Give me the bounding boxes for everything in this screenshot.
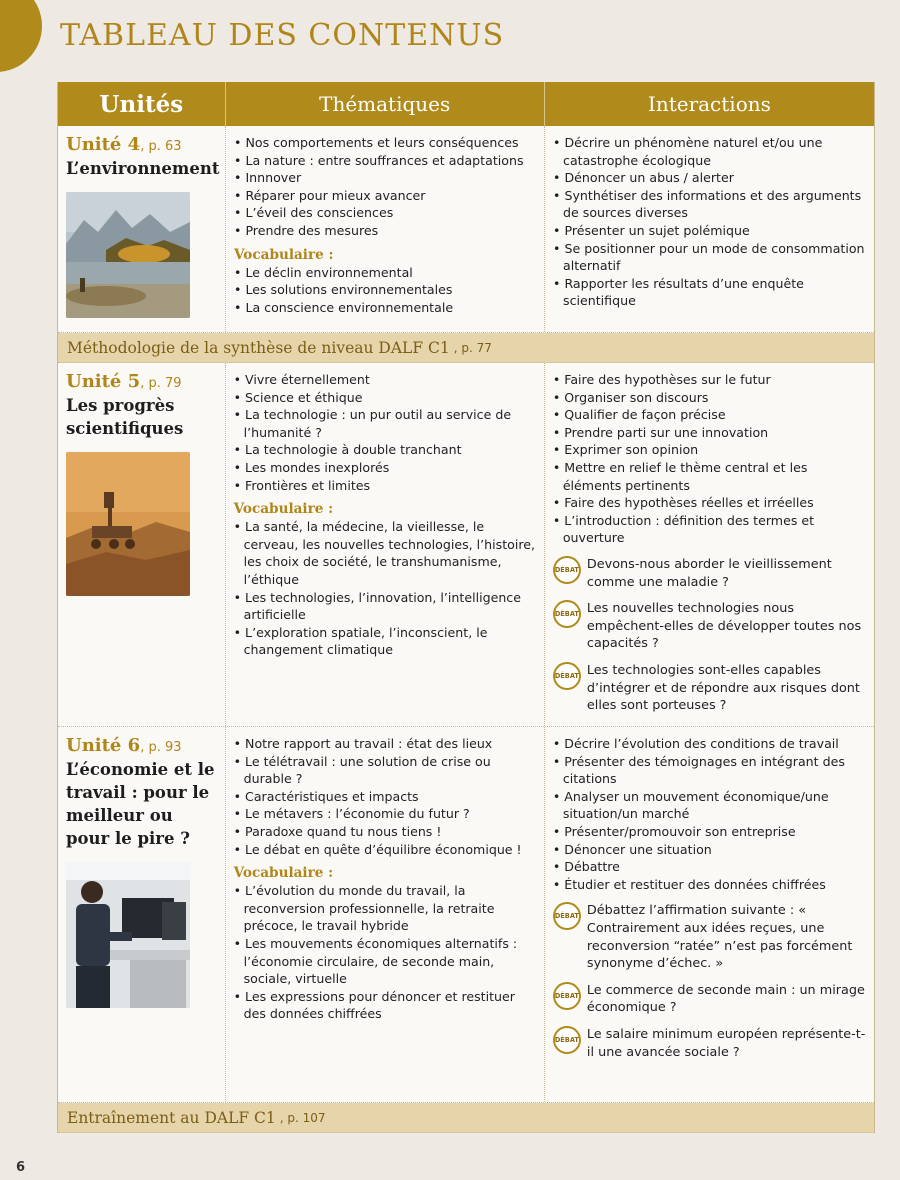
- training-band: [58, 1103, 874, 1133]
- vocab-item: • La conscience environnementale: [234, 299, 536, 317]
- office-worker-photo: [66, 862, 190, 1008]
- header-themes: Thématiques: [226, 82, 545, 126]
- unit-label: Unité 5: [66, 371, 141, 392]
- methodology-band: [58, 333, 874, 363]
- interactions-cell: [545, 126, 874, 332]
- methodology-page-ref: , p. 77: [453, 340, 492, 355]
- vocab-heading: Vocabulaire :: [233, 501, 334, 518]
- theme-item: • Science et éthique: [234, 389, 536, 407]
- unit-row-4: [58, 126, 874, 333]
- interaction-item: • Décrire un phénomène naturel et/ou une catastrophe écologique: [553, 134, 866, 169]
- theme-item: • La technologie à double tranchant: [234, 441, 536, 459]
- unit-heading: [66, 134, 217, 155]
- interaction-item: • Rapporter les résultats d’une enquête scientifique: [553, 275, 866, 310]
- unit-cell: [58, 126, 226, 332]
- lake-mountains-photo: [66, 192, 190, 318]
- vocab-item: • L’évolution du monde du travail, la reconversion professionnelle, la retraite précoce, le travail hybride: [234, 882, 536, 935]
- unit-heading: [66, 371, 217, 392]
- theme-item: • Notre rapport au travail : état des lieux: [234, 735, 536, 753]
- header-interactions: Interactions: [647, 92, 771, 116]
- theme-item: • La technologie : un pur outil au service de l’humanité ?: [234, 406, 536, 441]
- interaction-item: • Dénoncer un abus / alerter: [553, 169, 866, 187]
- theme-item: • Nos comportements et leurs conséquences: [234, 134, 536, 152]
- themes-cell: [226, 126, 545, 332]
- unit-page-ref: , p. 93: [140, 740, 182, 755]
- theme-item: • Caractéristiques et impacts: [234, 788, 536, 806]
- unit-page-ref: , p. 79: [140, 376, 182, 391]
- mars-rover-photo: [66, 452, 190, 596]
- page-number: 6: [16, 1160, 26, 1175]
- vocab-heading: Vocabulaire :: [234, 246, 334, 263]
- training-text: Entraînement au DALF C1: [67, 1108, 276, 1127]
- interaction-item: • Présenter/promouvoir son entreprise: [553, 823, 866, 841]
- interaction-item: • Décrire l’évolution des conditions de travail: [553, 735, 866, 753]
- interaction-item: • Prendre parti sur une innovation: [553, 424, 866, 442]
- theme-item: • Innnover: [234, 169, 536, 187]
- contents-table: [57, 82, 875, 1133]
- debate-text: Les technologies sont-elles capables d’intégrer et de répondre aux risques dont elles sont porteuses ?: [586, 662, 860, 714]
- interaction-item: • Synthétiser des informations et des arguments de sources diverses: [553, 187, 866, 222]
- interaction-item: • Organiser son discours: [553, 389, 866, 407]
- debate-icon: DÉBAT: [553, 600, 581, 628]
- vocab-item: • Les expressions pour dénoncer et restituer des données chiffrées: [234, 988, 536, 1023]
- methodology-text: Méthodologie de la synthèse de niveau DALF C1: [67, 338, 450, 357]
- vocab-heading: Vocabulaire :: [233, 865, 334, 882]
- debate-text: Les nouvelles technologies nous empêchent-elles de développer toutes nos capacités ?: [586, 601, 862, 652]
- interaction-item: • Exprimer son opinion: [553, 441, 866, 459]
- unit-label: Unité 4: [66, 134, 141, 155]
- interaction-item: • Débattre: [553, 858, 866, 876]
- debate-item: [553, 600, 866, 653]
- theme-item: • Frontières et limites: [234, 477, 536, 495]
- debate-icon: DÉBAT: [553, 556, 581, 584]
- debate-item: [553, 662, 866, 715]
- interaction-item: • Dénoncer une situation: [553, 841, 866, 859]
- unit-cell: [58, 363, 226, 726]
- vocab-item: • Les technologies, l’innovation, l’intelligence artificielle: [234, 589, 536, 624]
- vocab-item: • Les mouvements économiques alternatifs : l’économie circulaire, de seconde main, sociale, virtuelle: [234, 935, 536, 988]
- theme-item: • Le télétravail : une solution de crise ou durable ?: [234, 753, 536, 788]
- interaction-item: • Mettre en relief le thème central et les éléments pertinents: [553, 459, 866, 494]
- theme-item: • Réparer pour mieux avancer: [234, 187, 536, 205]
- unit-title: Les progrès scientifiques: [66, 396, 184, 438]
- debate-text: Le salaire minimum européen représente-t-il une avancée sociale ?: [586, 1026, 866, 1060]
- theme-item: • Le métavers : l’économie du futur ?: [234, 805, 536, 823]
- interaction-item: • Faire des hypothèses sur le futur: [553, 371, 866, 389]
- debate-icon: DÉBAT: [553, 902, 581, 930]
- table-header: [58, 82, 874, 126]
- debate-item: [553, 1026, 866, 1061]
- debate-text: Devons-nous aborder le vieillissement comme une maladie ?: [586, 556, 832, 590]
- unit-cell: [58, 727, 226, 1102]
- themes-cell: [226, 363, 545, 726]
- unit-title: L’économie et le travail : pour le meilleur ou pour le pire ?: [66, 760, 215, 848]
- interactions-cell: [545, 363, 874, 726]
- themes-cell: [226, 727, 545, 1102]
- vocab-item: • Le déclin environnemental: [234, 264, 536, 282]
- unit-page-ref: , p. 63: [140, 139, 182, 154]
- debate-icon: DÉBAT: [553, 982, 581, 1010]
- interaction-item: • Étudier et restituer des données chiffrées: [553, 876, 866, 894]
- debate-item: [553, 902, 866, 972]
- interactions-cell: [545, 727, 874, 1102]
- unit-title: L’environnement: [66, 159, 220, 178]
- debate-item: [553, 982, 866, 1017]
- unit-heading: [66, 735, 217, 756]
- theme-item: • L’éveil des consciences: [234, 204, 536, 222]
- unit-row-6: [58, 727, 874, 1103]
- theme-item: • Paradoxe quand tu nous tiens !: [234, 823, 536, 841]
- debate-item: [553, 556, 866, 591]
- debate-icon: DÉBAT: [553, 1026, 581, 1054]
- debate-text: Débattez l’affirmation suivante : « Contrairement aux idées reçues, une reconversion “ratée” n’est pas forcément synonyme d’échec. »: [586, 903, 853, 972]
- vocab-item: • L’exploration spatiale, l’inconscient, le changement climatique: [234, 624, 536, 659]
- theme-item: • Vivre éternellement: [234, 371, 536, 389]
- debate-icon: DÉBAT: [553, 662, 581, 690]
- interaction-item: • Se positionner pour un mode de consommation alternatif: [553, 240, 866, 275]
- unit-label: Unité 6: [66, 735, 141, 756]
- interaction-item: • Faire des hypothèses réelles et irréelles: [553, 494, 866, 512]
- theme-item: • Les mondes inexplorés: [234, 459, 536, 477]
- header-units: Unités: [58, 82, 226, 126]
- interaction-item: • Présenter un sujet polémique: [553, 222, 866, 240]
- interaction-item: • Présenter des témoignages en intégrant des citations: [553, 753, 866, 788]
- interaction-item: • L’introduction : définition des termes et ouverture: [553, 512, 866, 547]
- vocab-item: • La santé, la médecine, la vieillesse, le cerveau, les nouvelles technologies, l’histoire, les choix de société, le transhumanisme, l’éthique: [234, 518, 536, 588]
- debate-text: Le commerce de seconde main : un mirage économique ?: [586, 982, 865, 1016]
- corner-tab: [0, 0, 42, 72]
- theme-item: • Prendre des mesures: [234, 222, 536, 240]
- unit-row-5: [58, 363, 874, 727]
- interaction-item: • Analyser un mouvement économique/une situation/un marché: [553, 788, 866, 823]
- training-page-ref: , p. 107: [279, 1110, 326, 1125]
- page-title: TABLEAU DES CONTENUS: [60, 18, 505, 53]
- theme-item: • Le débat en quête d’équilibre économique !: [234, 841, 536, 859]
- vocab-item: • Les solutions environnementales: [234, 281, 536, 299]
- theme-item: • La nature : entre souffrances et adaptations: [234, 152, 536, 170]
- interaction-item: • Qualifier de façon précise: [553, 406, 866, 424]
